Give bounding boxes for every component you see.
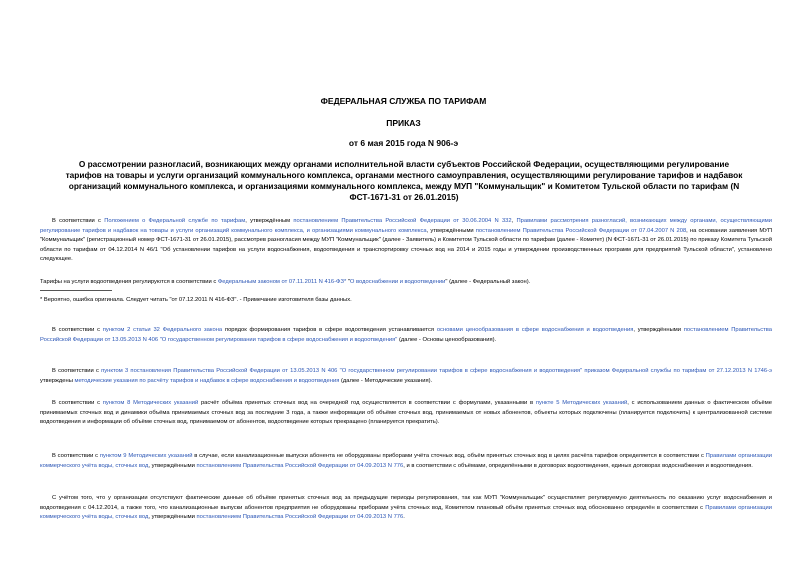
text: В соответствии с [52, 218, 105, 224]
title-line: О рассмотрении разногласий, возникающих между органами исполнительной власти субъектов Российской Федерации, осуществляющими регулирование [78, 159, 730, 169]
regulation-link[interactable]: Положением о Федеральной службе по тарифам [104, 218, 246, 224]
text: (далее - Методические указания). [339, 377, 433, 384]
text: , и в соответствии с объёмами, определёнными в договорах водоотведения, единых договорах водоснабжения и водоотведения. [403, 462, 753, 469]
text: . [403, 514, 405, 520]
text: С учётом того, что у организации отсутствуют фактические данные об объёме принятых сточных вод за предыдущие периоды регулирования, так как МУП "Коммунальщик" осуществляет регулируемую деятельность по оказанию услуг водоснабжения и водоотведения с 04.12.2014, а также того, что канализационные выпуски абонентов предприятия не оборудованы приборами учёта сточных вод, Комитетом плановый объём принятых сточных вод обоснованно определён в соответствии с [40, 495, 772, 511]
text: , [511, 218, 517, 224]
decree-link[interactable]: постановлением Правительства Российской Федерации от 13.05.2013 N 406 "О государственном регулировании тарифов в сфере водоснабжения и водоотведения" [40, 327, 773, 343]
title-line: ФСТ-1671-31 от 26.01.2015) [349, 192, 459, 202]
text: В соответствии с [52, 453, 100, 459]
text: Тарифы на услуги водоотведения регулируются в соответствии с [40, 279, 218, 285]
text: , на основании заявления МУП "Коммунальщик" (регистрационный номер ФСТ-1671-31 от 26.01.2015), рассмотрев разногласия между МУП "Коммунальщик" (далее - Заявитель) и Комитетом Тульской области по тарифам (далее - Комитет) (N ФСТ-1671-31 от 26.01.2015) по приказу Комитета Тульской области по тарифам от 04.12.2014 N 46/1 "Об установлении тарифов на услуги водоснабжения, водоотведения и транспортировку сточных вод на 2014 и 2015 годы и утверждении производственных программ для предприятий Тульской области", установлено следующее. [40, 227, 772, 262]
footnote-divider [40, 290, 112, 291]
paragraph-6 [40, 452, 772, 471]
text: , с использованием данных о фактическом объёме принимаемых сточных вод и динамики объёма принимаемых сточных вод за последние 3 года, а также информации об объёме сточных вод, принимаемых от новых абонентов, объекты которых подключены (планируется подключить) к централизованной системе водоотведения и информации об объёме сточных вод, принимаемом от абонентов, водоотведение которых прекращено (планируется прекратить). [40, 400, 772, 425]
guidelines-item-link[interactable]: пунктом 9 Методических указаний [99, 453, 193, 459]
text: , утверждёнными [426, 227, 476, 234]
text: порядок формирования тарифов в сфере водоотведения устанавливается [222, 327, 437, 333]
title-line: тарифов на товары и услуги организаций коммунального комплекса, органами местного самоуправления, осуществляющими регулирование тарифов и надбавок [65, 170, 743, 180]
text: В соответствии с [52, 368, 102, 374]
text: , утверждёнными [148, 462, 197, 469]
law-article-link[interactable]: пунктом 2 статьи 32 Федерального закона [102, 327, 223, 333]
decree-link[interactable]: постановлением Правительства Российской Федерации от 04.09.2013 N 776 [196, 514, 404, 520]
text: в случае, если канализационные выпуски абонента не оборудованы приборами учёта сточных вод, объём принятых сточных вод в целях расчёта тарифов определяется в соответствии с [192, 453, 706, 459]
title-line: организаций коммунального комплекса, и организациями коммунального комплекса, между МУП "Коммунальщик" и Комитетом Тульской области по тарифам (N [68, 181, 740, 191]
paragraph-5 [40, 399, 772, 428]
text: В соответствии с [52, 400, 103, 406]
text: , утверждённым [245, 218, 294, 224]
pricing-basics-link[interactable]: основами ценообразования в сфере водоснабжения и водоотведения [436, 327, 634, 333]
agency-heading: ФЕДЕРАЛЬНАЯ СЛУЖБА ПО ТАРИФАМ [320, 96, 487, 106]
paragraph-1 [40, 217, 772, 265]
guidelines-item-link[interactable]: пункте 5 Методических указаний [535, 400, 628, 406]
rules-link[interactable]: Правилами рассмотрения разногласий, возникающих между органами, осуществляющими регулирование тарифов и надбавок на товары и услуги организаций коммунального комплекса, и организациями коммунального комплекса [40, 218, 772, 234]
decree-link[interactable]: постановлением Правительства Российской Федерации от 07.04.2007 N 208 [475, 227, 687, 234]
law-link[interactable]: Федеральным законом от 07.11.2011 N 416-ФЗ* [217, 279, 347, 285]
law-title-link[interactable]: О водоснабжении и водоотведении [349, 279, 446, 285]
accounting-rules-link[interactable]: Правилами организации коммерческого учёта воды, сточных вод [40, 453, 772, 469]
guidelines-link[interactable]: методические указания по расчёту тарифов и надбавок в сфере водоснабжения и водоотведения [74, 377, 340, 384]
decree-link[interactable]: постановлением Правительства Российской Федерации от 04.09.2013 N 776 [196, 462, 404, 469]
text: " (далее - Федеральный закон). [445, 279, 531, 285]
text: (далее - Основы ценообразования). [397, 336, 497, 343]
footnote: * Вероятно, ошибка оригинала. Следует читать "от 07.12.2011 N 416-ФЗ". - Примечание изготовителя базы данных. [40, 297, 352, 303]
text: утверждены [40, 377, 75, 384]
text: расчёт объёма принятых сточных вод на очередной год осуществляется в соответствии с формулами, указанными в [198, 400, 536, 406]
text: , утверждёнными [633, 327, 684, 333]
paragraph-4 [40, 367, 772, 386]
guidelines-item-link[interactable]: пунктом 8 Методических указаний [102, 400, 199, 406]
paragraph-3 [40, 326, 772, 345]
text: " [346, 279, 350, 285]
accounting-rules-link[interactable]: Правилами организации коммерческого учёта воды, сточных вод [40, 504, 772, 520]
decree-order-link[interactable]: пунктом 3 постановления Правительства Российской Федерации от 13.05.2013 N 406 "О государственном регулировании тарифов в сфере водоснабжения и водоотведения" приказом Федеральной службы по тарифам от 27.12.2013 N 1746-э [101, 368, 773, 374]
text: В соответствии с [52, 327, 103, 333]
paragraph-7 [40, 494, 772, 523]
paragraph-2 [40, 278, 772, 288]
text: , утверждёнными [148, 514, 197, 520]
order-date: от 6 мая 2015 года N 906-э [348, 138, 459, 148]
order-heading: ПРИКАЗ [386, 118, 421, 128]
decree-link[interactable]: постановлением Правительства Российской Федерации от 30.06.2004 N 332 [293, 218, 512, 224]
